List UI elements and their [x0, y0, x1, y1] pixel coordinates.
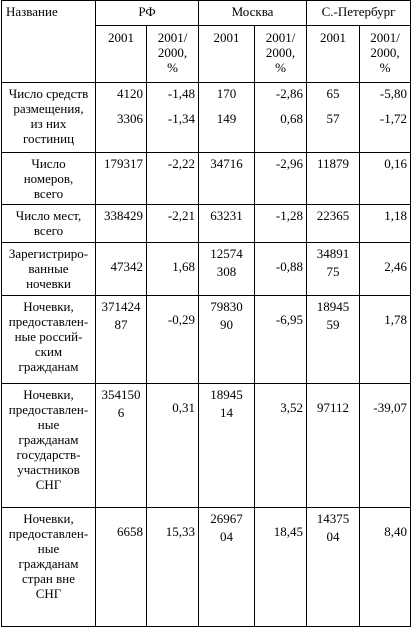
cell-moscow-ratio: 3,52 [255, 384, 307, 508]
cell-spb-2001: 97112 [307, 384, 360, 508]
cell-rf-2001: 6658 [96, 508, 147, 627]
ratio-line: % [167, 60, 178, 75]
cell-rf-ratio: -2,21 [147, 205, 199, 243]
cell-rf-ratio: 15,33 [147, 508, 199, 627]
row-label: Зарегистриро- ванные ночевки [2, 243, 96, 296]
row-label: Число номеров, всего [2, 153, 96, 205]
header-group-spb: С.-Петербург [307, 1, 411, 26]
cell-spb-2001: 34891 75 [307, 243, 360, 296]
cell-moscow-ratio: -6,95 [255, 296, 307, 384]
cell-rf-2001: 4120 3306 [96, 83, 147, 153]
cell-spb-ratio: 1,18 [360, 205, 411, 243]
row-label: Число средств размещения, из них гостиниц [2, 83, 96, 153]
ratio-line: % [275, 60, 286, 75]
cell-spb-ratio: -39,07 [360, 384, 411, 508]
table-row-rooms [2, 153, 411, 205]
table-row-nights-russian [2, 296, 411, 384]
ratio-line: 2000, [370, 45, 400, 60]
table-row-nights-cis [2, 384, 411, 508]
header-group-moscow: Москва [199, 1, 307, 26]
cell-moscow-ratio: -0,88 [255, 243, 307, 296]
cell-rf-2001: 354150 6 [96, 384, 147, 508]
header-ratio-spb [360, 26, 411, 83]
table-row-establishments [2, 83, 411, 153]
cell-rf-ratio: 0,31 [147, 384, 199, 508]
header-year-rf: 2001 [96, 26, 147, 83]
ratio-line: 2000, [157, 45, 188, 60]
cell-rf-2001: 371424 87 [96, 296, 147, 384]
cell-rf-2001: 338429 [96, 205, 147, 243]
cell-rf-2001: 47342 [96, 243, 147, 296]
cell-spb-2001: 14375 04 [307, 508, 360, 627]
cell-moscow-2001: 79830 90 [199, 296, 255, 384]
cell-rf-ratio: -1,48 -1,34 [147, 83, 199, 153]
cell-moscow-ratio: -2,86 0,68 [255, 83, 307, 153]
ratio-line: 2001/ [370, 30, 400, 45]
table-row-nights-non-cis [2, 508, 411, 627]
cell-spb-ratio: -5,80 -1,72 [360, 83, 411, 153]
cell-rf-ratio: -0,29 [147, 296, 199, 384]
cell-moscow-2001: 63231 [199, 205, 255, 243]
cell-spb-2001: 18945 59 [307, 296, 360, 384]
cell-spb-ratio: 8,40 [360, 508, 411, 627]
cell-moscow-ratio: -2,96 [255, 153, 307, 205]
cell-spb-ratio: 1,78 [360, 296, 411, 384]
cell-spb-2001: 65 57 [307, 83, 360, 153]
table-row-registered-nights [2, 243, 411, 296]
cell-rf-ratio: 1,68 [147, 243, 199, 296]
cell-rf-2001: 179317 [96, 153, 147, 205]
cell-moscow-2001: 26967 04 [199, 508, 255, 627]
cell-rf-ratio: -2,22 [147, 153, 199, 205]
statistics-table [1, 0, 411, 627]
cell-spb-ratio: 0,16 [360, 153, 411, 205]
header-row-groups [2, 1, 411, 26]
header-year-spb: 2001 [307, 26, 360, 83]
header-group-rf: РФ [96, 1, 199, 26]
row-label: Ночевки, предоставлен- ные россий- ским гражданам [2, 296, 96, 384]
row-label: Число мест, всего [2, 205, 96, 243]
cell-moscow-2001: 170 149 [199, 83, 255, 153]
ratio-line: 2000, [265, 45, 296, 60]
cell-moscow-2001: 34716 [199, 153, 255, 205]
cell-moscow-ratio: -1,28 [255, 205, 307, 243]
cell-spb-2001: 22365 [307, 205, 360, 243]
cell-moscow-ratio: 18,45 [255, 508, 307, 627]
cell-moscow-2001: 18945 14 [199, 384, 255, 508]
cell-spb-2001: 11879 [307, 153, 360, 205]
row-label: Ночевки, предоставлен- ные гражданам стран вне СНГ [2, 508, 96, 627]
header-year-moscow: 2001 [199, 26, 255, 83]
header-ratio-moscow [255, 26, 307, 83]
cell-moscow-2001: 12574 308 [199, 243, 255, 296]
cell-spb-ratio: 2,46 [360, 243, 411, 296]
header-name-label: Название [6, 4, 58, 19]
header-ratio-rf [147, 26, 199, 83]
table-row-beds [2, 205, 411, 243]
ratio-line: 2001/ [265, 30, 296, 45]
row-label: Ночевки, предоставлен- ные гражданам государств- участников СНГ [2, 384, 96, 508]
ratio-line: 2001/ [157, 30, 188, 45]
ratio-line: % [379, 60, 391, 75]
header-name-cell [2, 1, 96, 83]
